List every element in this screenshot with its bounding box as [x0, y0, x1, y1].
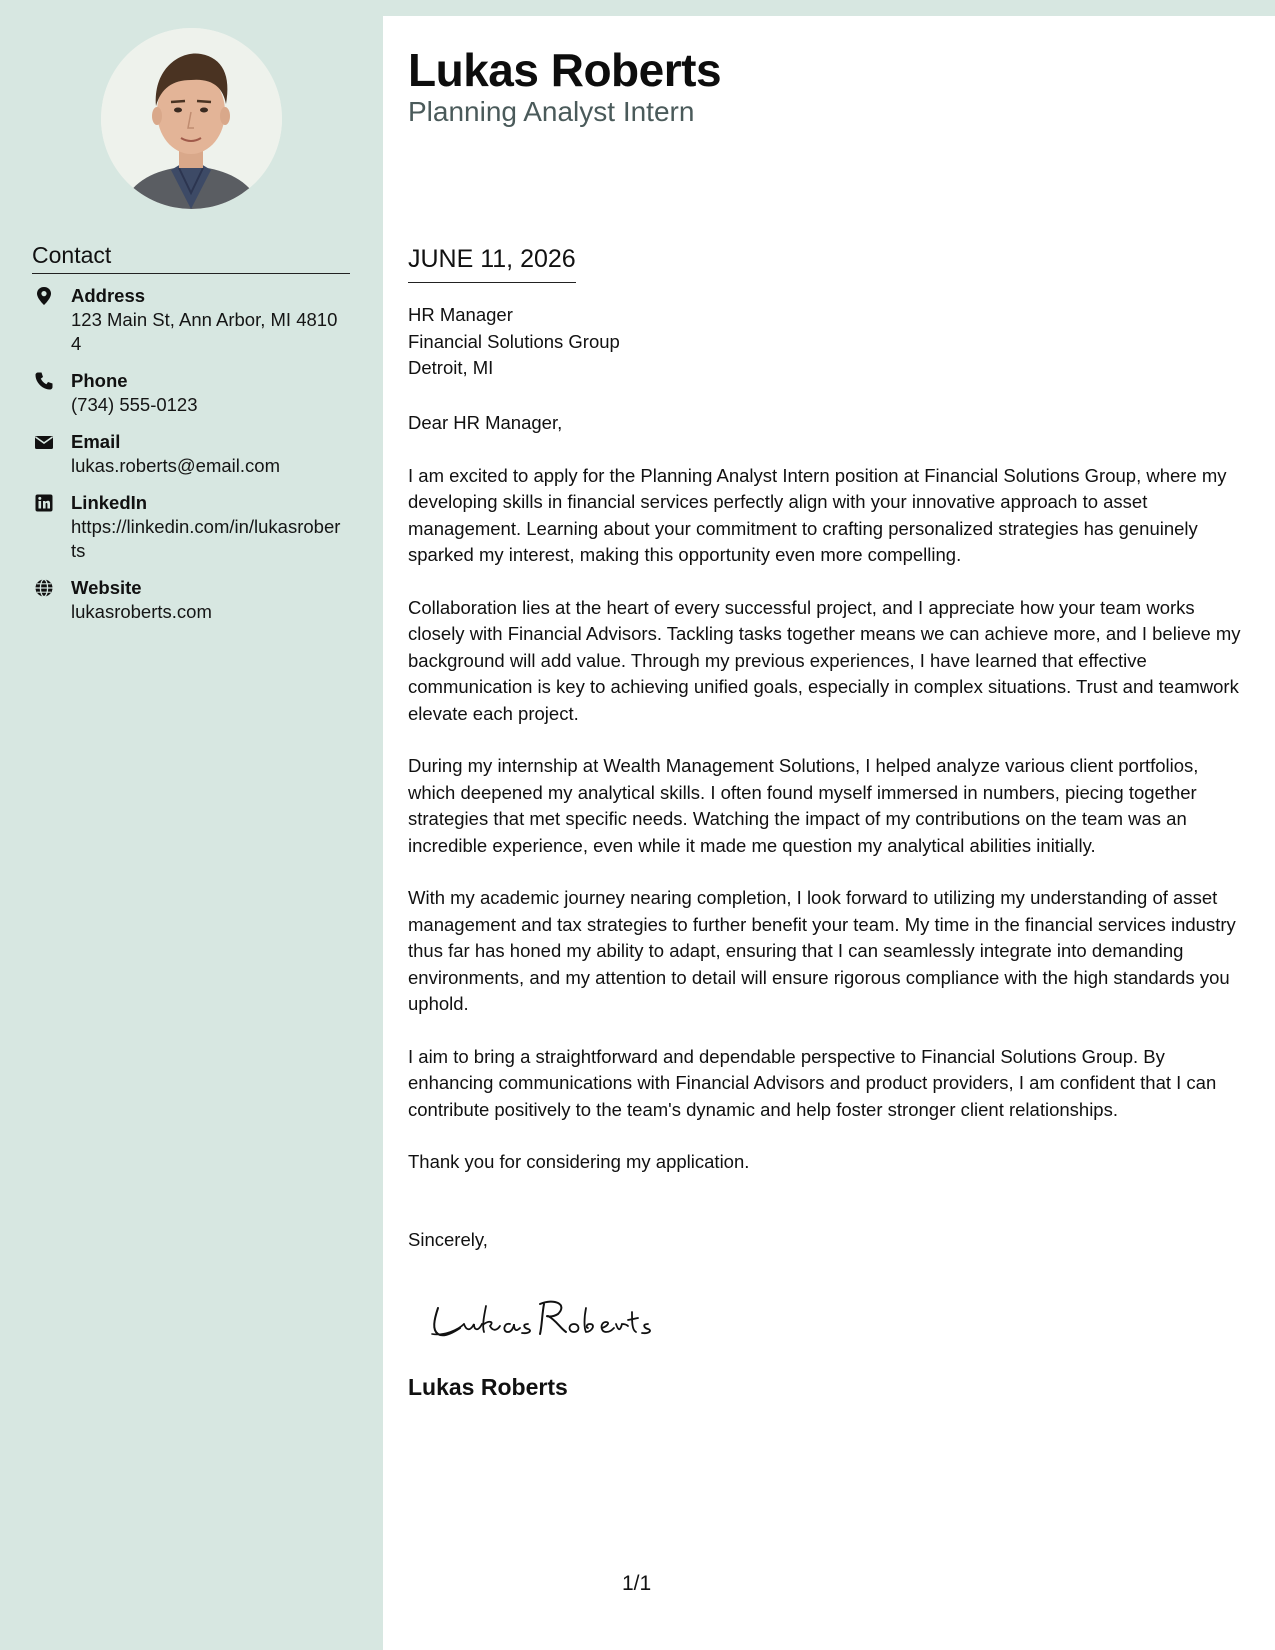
email-link[interactable]: lukas.roberts@email.com — [71, 455, 280, 476]
globe-icon — [34, 578, 54, 598]
salutation: Dear HR Manager, — [408, 412, 563, 433]
letter-date: JUNE 11, 2026 — [408, 243, 576, 283]
contact-label: Phone — [71, 370, 128, 391]
contact-label: LinkedIn — [71, 492, 148, 513]
profile-photo — [101, 28, 282, 209]
map-pin-icon — [34, 286, 54, 306]
sidebar — [0, 0, 383, 1650]
contact-item-website — [32, 576, 362, 624]
contact-item-address — [32, 284, 362, 356]
contact-item-linkedin — [32, 491, 362, 563]
contact-list — [32, 284, 362, 637]
body-paragraph: With my academic journey nearing completion, I look forward to utilizing my understanding of asset management and tax strategies to further benefit your team. My time in the financial services industry thus far has honed my ability to adapt, ensuring that I can seamlessly integrate into demanding environments, and my attention to detail will ensure rigorous compliance with the high standards you uphold. — [408, 887, 1236, 1014]
contact-item-phone — [32, 369, 362, 417]
body-paragraph: I am excited to apply for the Planning Analyst Intern position at Financial Solutions Group, where my developing skills in financial services perfectly align with your innovative approach to asset management. Learning about your commitment to crafting personalized strategies has genuinely sparked my interest, making this opportunity even more compelling. — [408, 464, 1227, 565]
applicant-name: Lukas Roberts — [408, 44, 722, 96]
signed-name: Lukas Roberts — [408, 1374, 568, 1400]
body-paragraph: Thank you for considering my application. — [408, 1151, 750, 1172]
linkedin-link[interactable]: https://linkedin.com/in/lukasroberts — [71, 516, 341, 561]
linkedin-icon — [34, 493, 54, 513]
page-number: 1/1 — [622, 1572, 652, 1595]
phone-icon — [34, 371, 54, 391]
address-value: 123 Main St, Ann Arbor, MI 48104 — [71, 309, 338, 354]
contact-heading: Contact — [32, 240, 350, 274]
contact-label: Address — [71, 285, 146, 306]
closing: Sincerely, — [408, 1229, 488, 1250]
envelope-icon — [34, 432, 54, 452]
job-title: Planning Analyst Intern — [408, 96, 695, 127]
website-link[interactable]: lukasroberts.com — [71, 601, 212, 622]
contact-label: Email — [71, 431, 121, 452]
body-paragraph: I aim to bring a straightforward and dependable perspective to Financial Solutions Group. By enhancing communications with Financial Advisors and product providers, I am confident that I can contribute positively to the team's dynamic and help foster stronger client relationships. — [408, 1045, 1217, 1120]
phone-value: (734) 555-0123 — [71, 394, 198, 415]
recipient-block — [408, 302, 620, 382]
contact-item-email — [32, 430, 362, 478]
recipient-line: Financial Solutions Group — [408, 330, 620, 352]
signature-image — [424, 1280, 664, 1350]
recipient-line: HR Manager — [408, 304, 513, 325]
letter-body — [408, 410, 1244, 1202]
body-paragraph: Collaboration lies at the heart of every successful project, and I appreciate how your team works closely with Financial Advisors. Tackling tasks together means we can achieve more, and I believe my background will add value. Through my previous experiences, I have learned that effective communication is key to achieving unified goals, especially in complex situations. Trust and teamwork elevate each project. — [408, 596, 1241, 724]
recipient-line: Detroit, MI — [408, 357, 494, 378]
body-paragraph: During my internship at Wealth Management Solutions, I helped analyze various client portfolios, which deepened my analytical skills. I often found myself immersed in numbers, piecing together strategies that met specific needs. Watching the impact of my contributions on the team was an incredible experience, even while it made me question my analytical abilities initially. — [408, 755, 1199, 856]
contact-label: Website — [71, 577, 142, 598]
